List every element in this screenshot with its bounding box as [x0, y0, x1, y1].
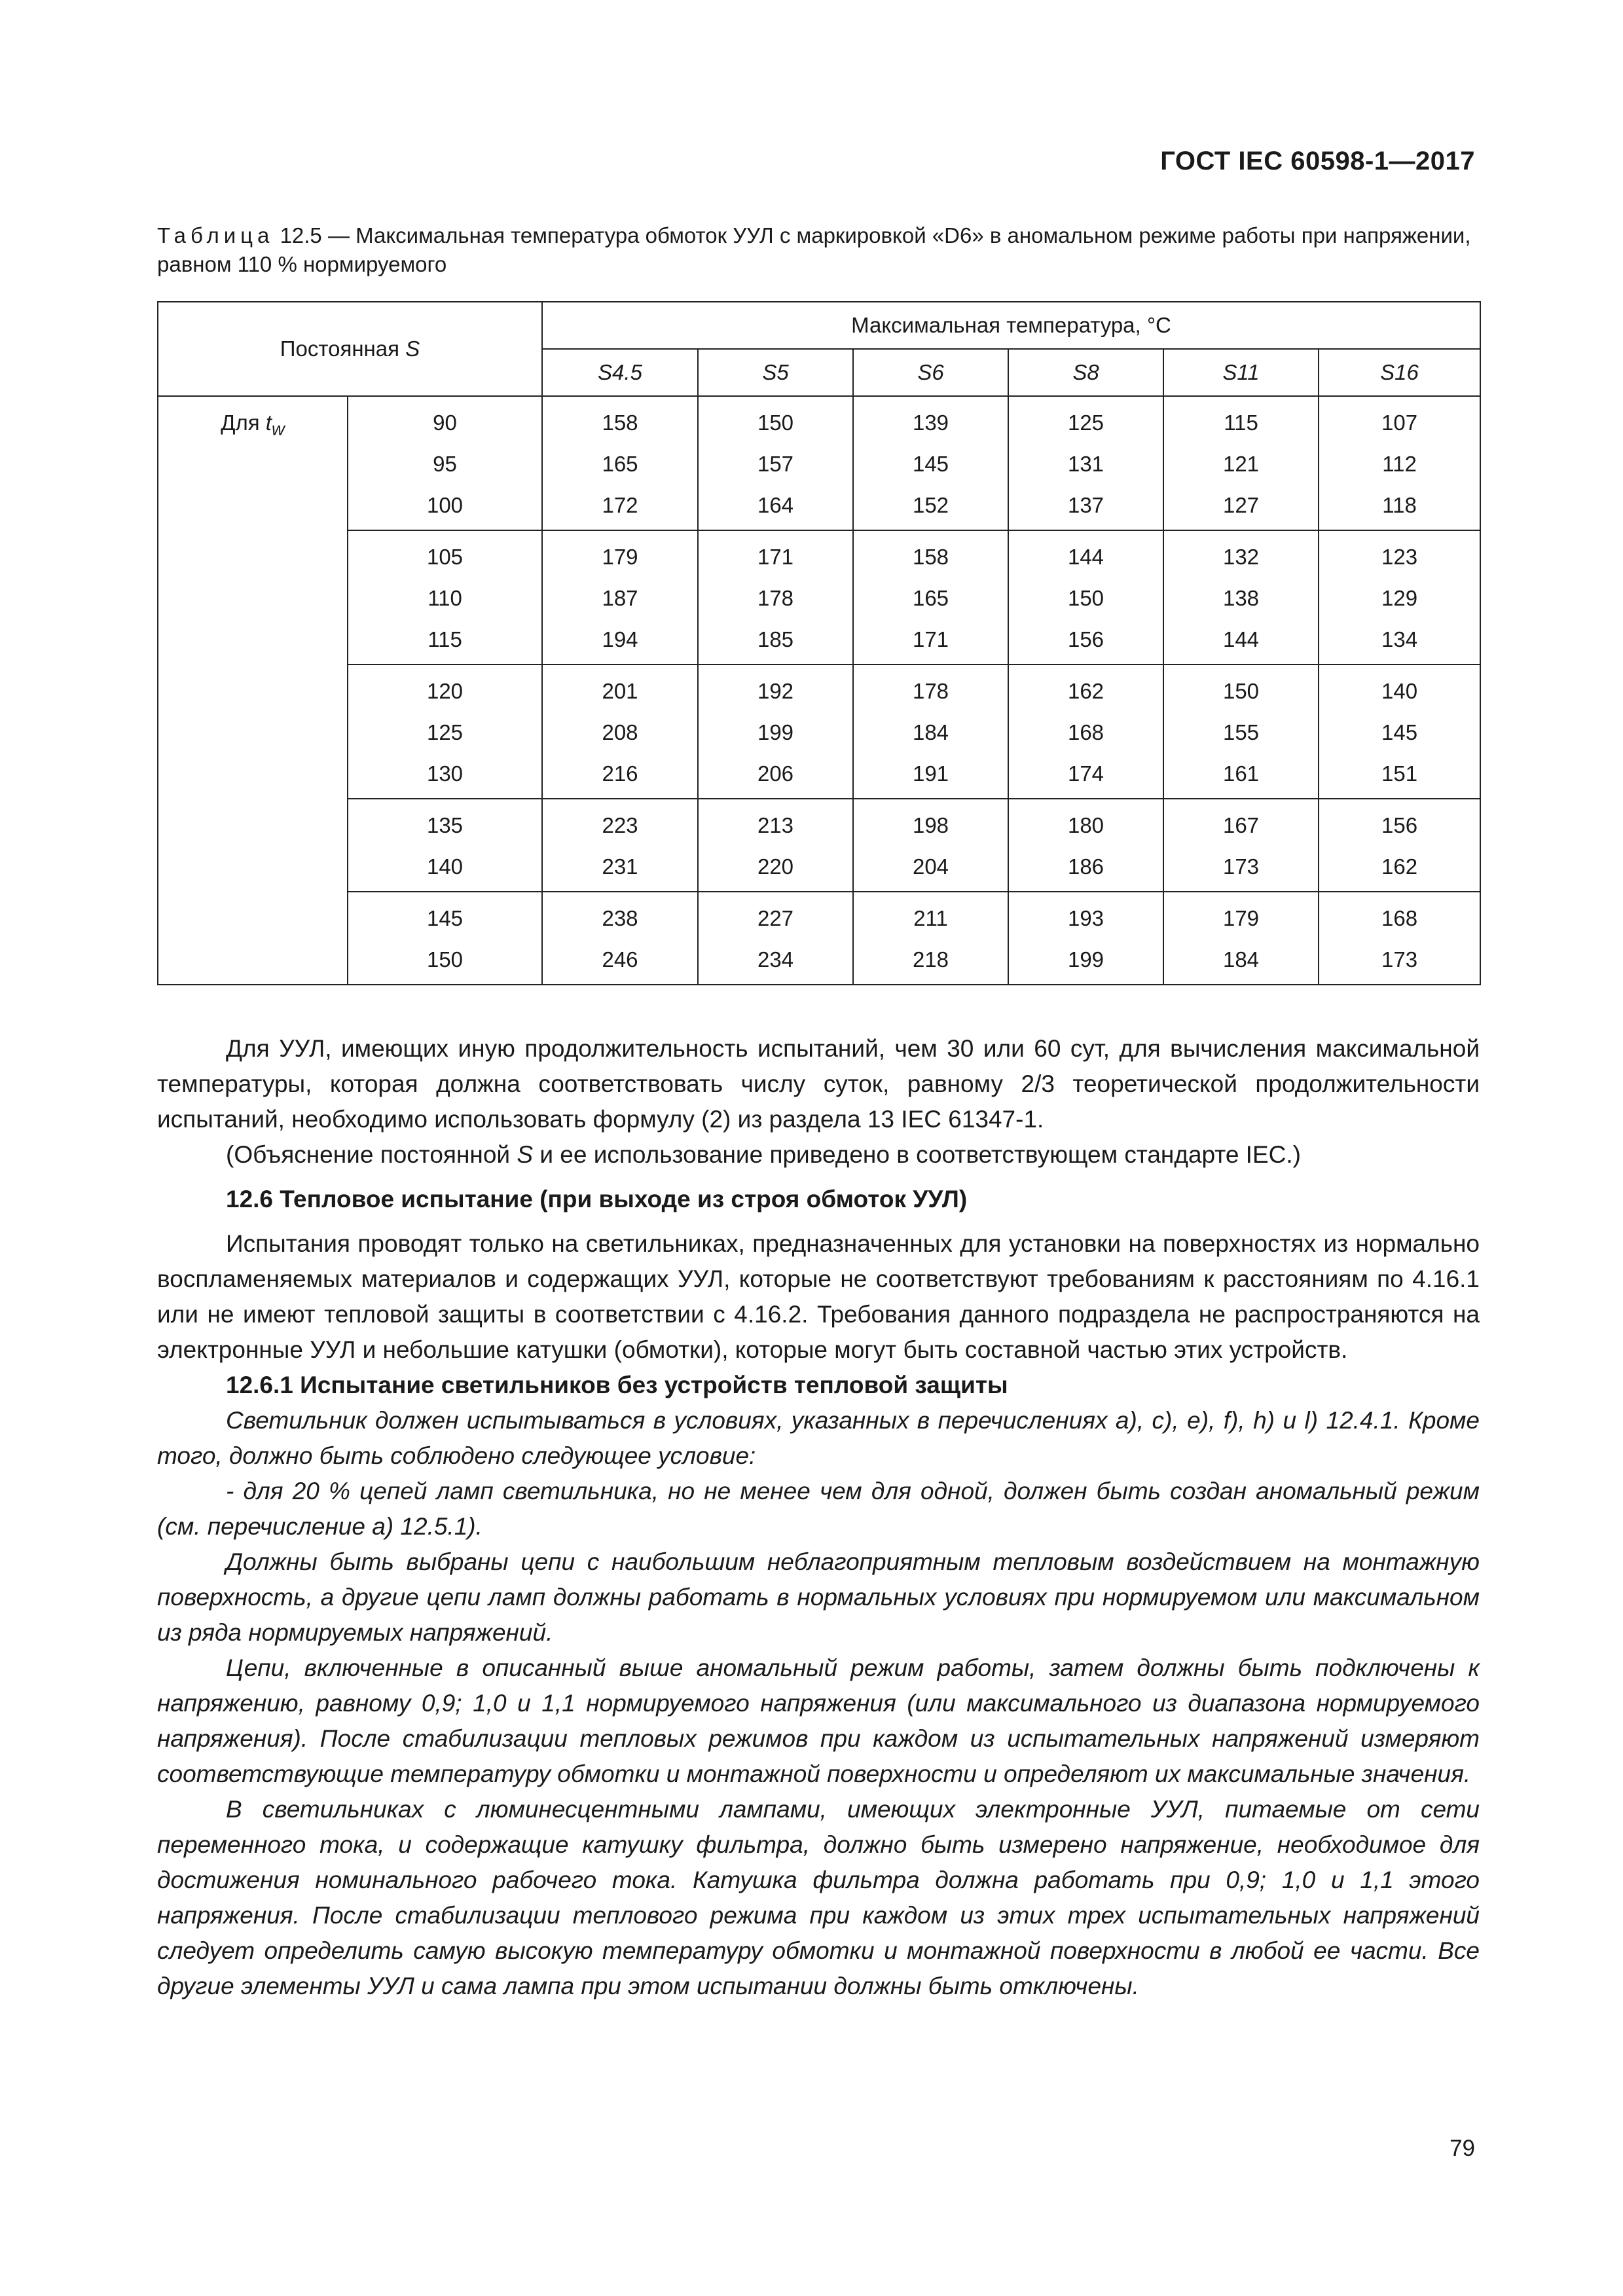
temperature-cell [698, 892, 853, 985]
temperature-value: 162 [1067, 679, 1104, 703]
temperature-value: 216 [602, 761, 638, 786]
temperature-value: 107 [1381, 410, 1418, 435]
temperature-value: 151 [1381, 761, 1418, 786]
temperature-value: 173 [1381, 947, 1418, 972]
temperature-cell [1008, 665, 1163, 799]
temperature-cell [698, 665, 853, 799]
temperature-value: 164 [757, 493, 794, 517]
temperature-value: 206 [757, 761, 794, 786]
temperature-value: 201 [602, 679, 638, 703]
temperature-value: 191 [912, 761, 949, 786]
temperature-value: 193 [1067, 906, 1104, 930]
temperature-cell [1008, 396, 1163, 530]
temperature-value: 145 [1381, 720, 1418, 744]
table-caption [157, 221, 1480, 279]
temperature-cell [698, 530, 853, 665]
temperature-value: 157 [757, 452, 794, 476]
table-row-group [158, 396, 1480, 530]
temperature-value: 112 [1382, 452, 1417, 476]
temperature-value: 173 [1222, 854, 1260, 879]
temperature-value: 211 [913, 906, 948, 930]
temperature-value: 204 [912, 854, 949, 879]
temperature-value: 165 [912, 586, 949, 610]
tw-value: 145 [426, 906, 464, 930]
temperature-cell [853, 530, 1008, 665]
temperature-cell [1008, 799, 1163, 892]
temperature-value: 115 [1224, 410, 1258, 435]
temperature-value: 150 [757, 410, 794, 435]
temperature-value: 238 [602, 906, 638, 930]
temperature-value: 178 [912, 679, 949, 703]
temperature-value: 118 [1382, 493, 1417, 517]
table-row-group [158, 892, 1480, 985]
caption-word: Таблица [157, 223, 274, 247]
tw-values [348, 396, 542, 530]
temperature-cell [1163, 799, 1319, 892]
temperature-cell [542, 396, 698, 530]
tw-value: 100 [426, 493, 464, 517]
table-row-group [158, 530, 1480, 665]
document-code: ГОСТ IEC 60598-1—2017 [1160, 147, 1475, 175]
row-label [158, 530, 348, 665]
body-text [157, 1031, 1480, 2004]
temperature-value: 158 [602, 410, 638, 435]
temperature-value: 198 [912, 813, 949, 837]
temperature-value: 199 [757, 720, 794, 744]
temperature-cell [1163, 892, 1319, 985]
temperature-value: 194 [602, 627, 638, 651]
temperature-value: 140 [1381, 679, 1418, 703]
temperature-value: 162 [1381, 854, 1418, 879]
tw-values [348, 799, 542, 892]
temperature-cell [1319, 892, 1480, 985]
temperature-value: 145 [912, 452, 949, 476]
tw-values [348, 665, 542, 799]
temperature-cell [1163, 530, 1319, 665]
temperature-value: 152 [912, 493, 949, 517]
temperature-value: 144 [1222, 627, 1260, 651]
temperature-cell [698, 396, 853, 530]
temperature-value: 184 [1222, 947, 1260, 972]
temperature-cell [853, 799, 1008, 892]
temperature-value: 208 [602, 720, 638, 744]
temperature-cell [1319, 530, 1480, 665]
temperature-value: 179 [602, 545, 638, 569]
temperature-value: 185 [757, 627, 794, 651]
page-number: 79 [1450, 2136, 1475, 2161]
temperature-value: 184 [912, 720, 949, 744]
temperature-value: 150 [1222, 679, 1260, 703]
temperature-value: 121 [1222, 452, 1260, 476]
tw-value: 95 [433, 452, 457, 476]
temperature-cell [542, 665, 698, 799]
temperature-value: 144 [1067, 545, 1104, 569]
tw-value: 115 [428, 627, 462, 651]
temperature-value: 171 [757, 545, 794, 569]
temperature-cell [698, 799, 853, 892]
tw-value: 140 [426, 854, 464, 879]
temperature-cell [542, 892, 698, 985]
temperature-value: 246 [602, 947, 638, 972]
temperature-cell [853, 892, 1008, 985]
column-header: S5 [698, 349, 853, 396]
subsection-heading: 12.6.1 Испытание светильников без устройств тепловой защиты [226, 1372, 1008, 1398]
temperature-value: 127 [1222, 493, 1260, 517]
temperature-value: 172 [602, 493, 638, 517]
temperature-cell [1319, 665, 1480, 799]
temperature-cell [542, 530, 698, 665]
table-row-group [158, 799, 1480, 892]
temperature-cell [542, 799, 698, 892]
temperature-value: 168 [1067, 720, 1104, 744]
paragraph: - для 20 % цепей ламп светильника, но не менее чем для одной, должен быть создан аномальный режим (см. перечисление а) 12.5.1). [157, 1478, 1480, 1540]
paragraph: (Объяснение постоянной S и ее использование приведено в соответствующем стандарте IEC.) [226, 1141, 1301, 1168]
temperature-value: 132 [1222, 545, 1260, 569]
temperature-value: 158 [912, 545, 949, 569]
temperature-value: 218 [912, 947, 949, 972]
temperature-value: 227 [757, 906, 794, 930]
temperature-cell [1008, 892, 1163, 985]
temperature-cell [1319, 799, 1480, 892]
temperature-value: 178 [757, 586, 794, 610]
temperature-value: 199 [1067, 947, 1104, 972]
tw-value: 135 [426, 813, 464, 837]
row-label [158, 665, 348, 799]
temperature-value: 187 [602, 586, 638, 610]
temperature-value: 139 [912, 410, 949, 435]
tw-value: 125 [426, 720, 464, 744]
row-label: Для $t_w$ [158, 396, 348, 530]
paragraph: Цепи, включенные в описанный выше аномальный режим работы, затем должны быть подключены к напряжению, равному 0,9; 1,0 и 1,1 нормируемого напряжения (или максимального из диапазона нормируемого напряжения). После стабилизации тепловых режимов при каждом из испытательных напряжений измеряют соответствующие температуру обмотки и монтажной поверхности и определяют их максимальные значения. [157, 1654, 1480, 1787]
table-row-group [158, 665, 1480, 799]
temperature-value: 150 [1067, 586, 1104, 610]
tw-value: 150 [426, 947, 464, 972]
temperature-cell [853, 665, 1008, 799]
tw-value: 120 [426, 679, 464, 703]
column-header: S16 [1319, 349, 1480, 396]
temperature-value: 179 [1222, 906, 1260, 930]
temperature-value: 129 [1381, 586, 1418, 610]
paragraph: Испытания проводят только на светильниках, предназначенных для установки на поверхностях из нормально воспламеняемых материалов и содержащих УУЛ, которые не соответствуют требованиям к расстояниям по 4.16.1 или не имеют тепловой защиты в соответствии с 4.16.2. Требования данного подраздела не распространяются на электронные УУЛ и небольшие катушки (обмотки), которые могут быть составной частью этих устройств. [157, 1230, 1480, 1363]
temperature-value: 137 [1067, 493, 1104, 517]
temperature-value: 131 [1067, 452, 1104, 476]
temperature-value: 186 [1067, 854, 1104, 879]
temperature-value: 156 [1067, 627, 1104, 651]
section-heading: 12.6 Тепловое испытание (при выходе из строя обмоток УУЛ) [226, 1186, 968, 1212]
temperature-value: 134 [1381, 627, 1418, 651]
tw-values [348, 530, 542, 665]
tw-value: 130 [426, 761, 464, 786]
temperature-cell [1163, 396, 1319, 530]
temperature-value: 156 [1381, 813, 1418, 837]
tw-value: 110 [428, 586, 462, 610]
tw-value: 90 [433, 410, 457, 435]
temperature-value: 192 [757, 679, 794, 703]
temperature-value: 171 [912, 627, 949, 651]
temperature-value: 231 [602, 854, 638, 879]
temperature-value: 161 [1222, 761, 1260, 786]
paragraph: Светильник должен испытываться в условиях, указанных в перечислениях а), с), е), f), h) и l) 12.4.1. Кроме того, должно быть соблюдено следующее условие: [157, 1407, 1480, 1469]
temperature-cell [1319, 396, 1480, 530]
temperature-value: 138 [1222, 586, 1260, 610]
header-constant: Постоянная S [158, 302, 542, 396]
temperature-table [157, 301, 1481, 985]
paragraph: Должны быть выбраны цепи с наибольшим неблагоприятным тепловым воздействием на монтажную поверхность, а другие цепи ламп должны работать в нормальных условиях при нормируемом или максимальном из ряда нормируемых напряжений. [157, 1548, 1480, 1646]
temperature-value: 234 [757, 947, 794, 972]
temperature-value: 125 [1067, 410, 1104, 435]
temperature-value: 220 [757, 854, 794, 879]
temperature-value: 168 [1381, 906, 1418, 930]
temperature-cell [1163, 665, 1319, 799]
temperature-value: 165 [602, 452, 638, 476]
paragraph: В светильниках с люминесцентными лампами, имеющих электронные УУЛ, питаемые от сети переменного тока, и содержащие катушку фильтра, должно быть измерено напряжение, необходимое для достижения номинального рабочего тока. Катушка фильтра должна работать при 0,9; 1,0 и 1,1 этого напряжения. После стабилизации теплового режима при каждом из этих трех испытательных напряжений следует определить самую высокую температуру обмотки и монтажной поверхности в любой ее части. Все другие элементы УУЛ и сама лампа при этом испытании должны быть отключены. [157, 1796, 1480, 1999]
temperature-value: 223 [602, 813, 638, 837]
tw-values [348, 892, 542, 985]
temperature-value: 123 [1381, 545, 1418, 569]
paragraph: Для УУЛ, имеющих иную продолжительность испытаний, чем 30 или 60 сут, для вычисления максимальной температуры, которая должна соответствовать числу суток, равному 2/3 теоретической продолжительности испытаний, необходимо использовать формулу (2) из раздела 13 IEC 61347-1. [157, 1035, 1480, 1133]
header-max-temperature: Максимальная температура, °С [542, 302, 1480, 349]
column-header: S4.5 [542, 349, 698, 396]
temperature-cell [1008, 530, 1163, 665]
column-header: S8 [1008, 349, 1163, 396]
row-label [158, 799, 348, 892]
row-label [158, 892, 348, 985]
tw-value: 105 [426, 545, 464, 569]
column-header: S11 [1163, 349, 1319, 396]
temperature-value: 174 [1067, 761, 1104, 786]
column-header: S6 [853, 349, 1008, 396]
temperature-cell [853, 396, 1008, 530]
temperature-value: 167 [1222, 813, 1260, 837]
temperature-value: 180 [1067, 813, 1104, 837]
temperature-value: 155 [1222, 720, 1260, 744]
caption-text: 12.5 — Максимальная температура обмоток УУЛ с маркировкой «D6» в аномальном режиме работы при напряжении, равном 110 % нормируемого [157, 223, 1471, 276]
temperature-value: 213 [757, 813, 794, 837]
